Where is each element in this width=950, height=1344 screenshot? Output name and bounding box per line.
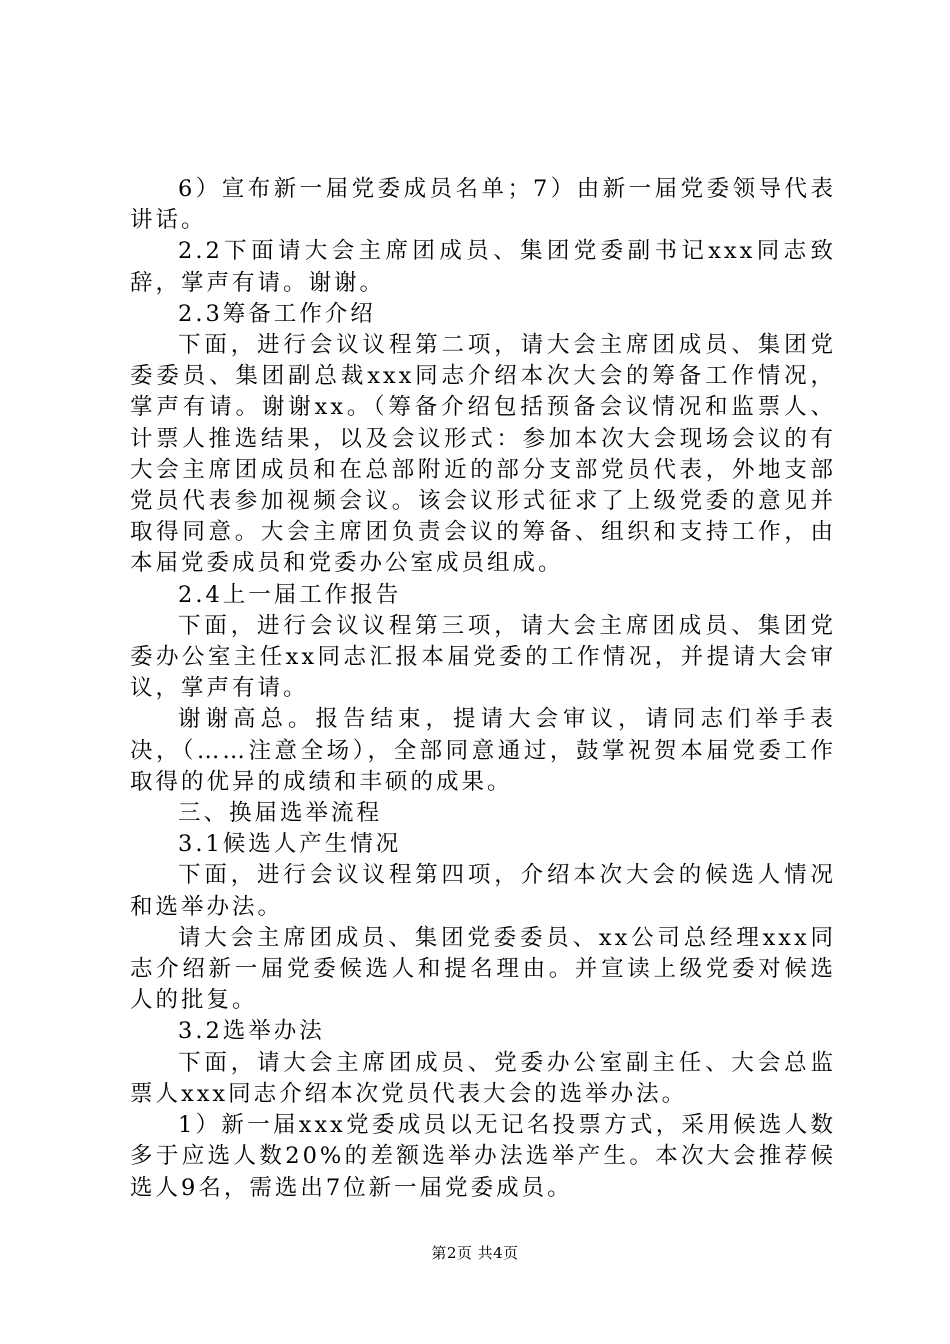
- paragraph-preparation: 下面，进行会议议程第二项，请大会主席团成员、集团党委委员、集团副总裁xxx同志介绍本次大会的筹备工作情况，掌声有请。谢谢xx。（筹备介绍包括预备会议情况和监票人、计票人推选结果，以及会议形式：参加本次大会现场会议的有大会主席团成员和在总部附近的部分支部党员代表，外地支部党员代表参加视频会议。该会议形式征求了上级党委的意见并取得同意。大会主席团负责会议的筹备、组织和支持工作，由本届党委成员和党委办公室成员组成。: [130, 332, 836, 577]
- paragraph-agenda-items: 6）宣布新一届党委成员名单；7）由新一届党委领导代表讲话。: [130, 176, 836, 234]
- paragraph-work-report: 下面，进行会议议程第三项，请大会主席团成员、集团党委办公室主任xx同志汇报本届党委的工作情况，并提请大会审议，掌声有请。: [130, 612, 836, 702]
- heading-2-4: 2.4上一届工作报告: [178, 581, 402, 608]
- page-number-footer: 第2页 共4页: [431, 1244, 519, 1262]
- heading-3-2: 3.2选举办法: [178, 1018, 325, 1045]
- paragraph-report-vote: 谢谢高总。报告结束，提请大会审议，请同志们举手表决，（……注意全场），全部同意通过，鼓掌祝贺本届党委工作取得的优异的成绩和丰硕的成果。: [130, 706, 836, 795]
- paragraph-candidates-nomination: 请大会主席团成员、集团党委委员、xx公司总经理xxx同志介绍新一届党委候选人和提名理由。并宣读上级党委对候选人的批复。: [130, 924, 836, 1014]
- paragraph-candidates-intro: 下面，进行会议议程第四项，介绍本次大会的候选人情况和选举办法。: [130, 862, 836, 920]
- document-body: [130, 174, 836, 1204]
- heading-section-3: 三、换届选举流程: [178, 800, 383, 827]
- paragraph-election-method-intro: 下面，请大会主席团成员、党委办公室副主任、大会总监票人xxx同志介绍本次党员代表大会的选举办法。: [130, 1049, 836, 1107]
- heading-3-1: 3.1候选人产生情况: [178, 831, 402, 858]
- heading-2-3: 2.3筹备工作介绍: [178, 300, 376, 327]
- paragraph-election-rule-1: 1）新一届xxx党委成员以无记名投票方式，采用候选人数多于应选人数20%的差额选举办法选举产生。本次大会推荐候选人9名，需选出7位新一届党委成员。: [130, 1112, 836, 1201]
- paragraph-2-2-speech: 2.2下面请大会主席团成员、集团党委副书记xxx同志致辞，掌声有请。谢谢。: [130, 238, 836, 296]
